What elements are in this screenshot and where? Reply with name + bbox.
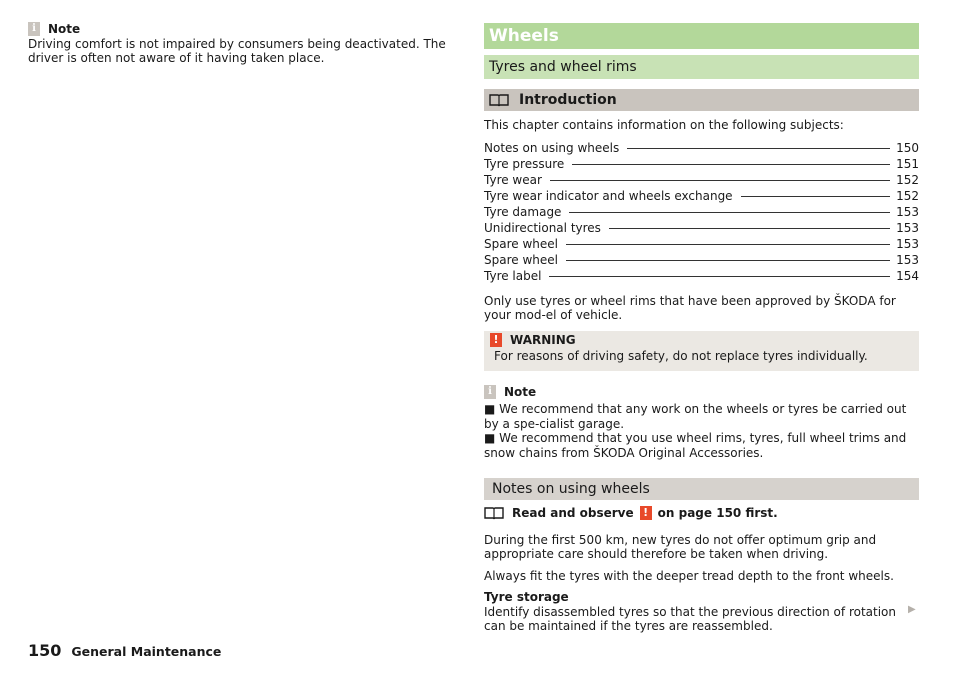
paragraph: Always fit the tyres with the deeper tread depth to the front wheels.	[484, 568, 894, 583]
toc-leader	[609, 228, 890, 229]
approval-text: Only use tyres or wheel rims that have been approved by ŠKODA for your mod-el of vehicle.	[484, 293, 896, 322]
chapter-title: General Maintenance	[71, 644, 222, 659]
warning-title: WARNING	[510, 332, 576, 347]
section-title: Wheels	[484, 23, 919, 49]
intro-text: This chapter contains information on the following subjects:	[484, 118, 844, 132]
toc-leader	[550, 180, 890, 181]
warning-box	[484, 331, 919, 371]
info-icon: i	[28, 22, 40, 36]
toc-leader	[572, 164, 890, 165]
toc-label: Tyre wear indicator and wheels exchange	[484, 188, 733, 203]
intro-heading-label: Introduction	[519, 92, 617, 108]
toc-page: 152	[896, 188, 919, 203]
right-column	[484, 23, 919, 634]
section-subtitle: Tyres and wheel rims	[484, 55, 919, 79]
note-header	[28, 22, 458, 37]
toc-item[interactable]	[484, 205, 919, 221]
page-footer	[28, 641, 222, 660]
toc-page: 153	[896, 252, 919, 267]
toc-page: 151	[896, 156, 919, 171]
toc-item[interactable]	[484, 221, 919, 237]
notes-heading: Notes on using wheels	[484, 478, 919, 500]
continue-arrow-icon: ▶	[908, 604, 916, 615]
note-header	[484, 385, 919, 400]
toc-leader	[627, 148, 890, 149]
toc-label: Tyre pressure	[484, 156, 565, 171]
toc-leader	[741, 196, 891, 197]
warning-icon: !	[490, 333, 502, 347]
toc-leader	[566, 244, 890, 245]
toc-item[interactable]	[484, 173, 919, 189]
toc-page: 150	[896, 140, 919, 155]
toc-label: Spare wheel	[484, 236, 558, 251]
toc-item[interactable]	[484, 141, 919, 157]
note-title: Note	[504, 384, 537, 399]
toc-item[interactable]	[484, 253, 919, 269]
storage-text: Identify disassembled tyres so that the previous direction of rotation can be maintained if the tyres are reassembled.	[484, 604, 896, 633]
note-title: Note	[48, 22, 81, 36]
warning-header	[490, 333, 911, 348]
toc-label: Tyre label	[484, 268, 542, 283]
toc-label: Tyre damage	[484, 204, 562, 219]
warning-text: For reasons of driving safety, do not replace tyres individually.	[494, 349, 868, 363]
toc-list	[484, 141, 919, 285]
toc-item[interactable]	[484, 237, 919, 253]
read-prefix: Read and observe	[512, 506, 634, 520]
toc-page: 153	[896, 204, 919, 219]
toc-item[interactable]	[484, 269, 919, 285]
toc-item[interactable]	[484, 189, 919, 205]
toc-page: 152	[896, 172, 919, 187]
note-box	[484, 385, 919, 461]
intro-heading	[484, 89, 919, 111]
left-column	[28, 22, 458, 66]
info-icon: i	[484, 385, 496, 399]
toc-label: Tyre wear	[484, 172, 542, 187]
toc-label: Spare wheel	[484, 252, 558, 267]
read-observe	[484, 506, 919, 521]
book-icon	[484, 506, 504, 520]
storage-title: Tyre storage	[484, 590, 569, 604]
note-item: ■ We recommend that you use wheel rims, tyres, full wheel trims and snow chains from ŠKODA Original Accessories.	[484, 431, 907, 460]
toc-label: Notes on using wheels	[484, 140, 620, 155]
toc-leader	[549, 276, 890, 277]
toc-page: 153	[896, 236, 919, 251]
toc-label: Unidirectional tyres	[484, 220, 601, 235]
toc-page: 154	[896, 268, 919, 283]
read-suffix[interactable]: on page 150 first.	[657, 506, 778, 520]
page-number: 150	[28, 641, 62, 660]
toc-leader	[569, 212, 890, 213]
book-icon	[489, 93, 509, 107]
paragraph: During the first 500 km, new tyres do not offer optimum grip and appropriate care should therefore be taken when driving.	[484, 532, 877, 561]
note-text: Driving comfort is not impaired by consumers being deactivated. The driver is often not aware of it having taken place.	[28, 36, 446, 65]
note-item: ■ We recommend that any work on the wheels or tyres be carried out by a spe-cialist garage.	[484, 402, 907, 431]
toc-leader	[566, 260, 890, 261]
toc-item[interactable]	[484, 157, 919, 173]
warning-icon[interactable]: !	[640, 506, 652, 520]
toc-page: 153	[896, 220, 919, 235]
